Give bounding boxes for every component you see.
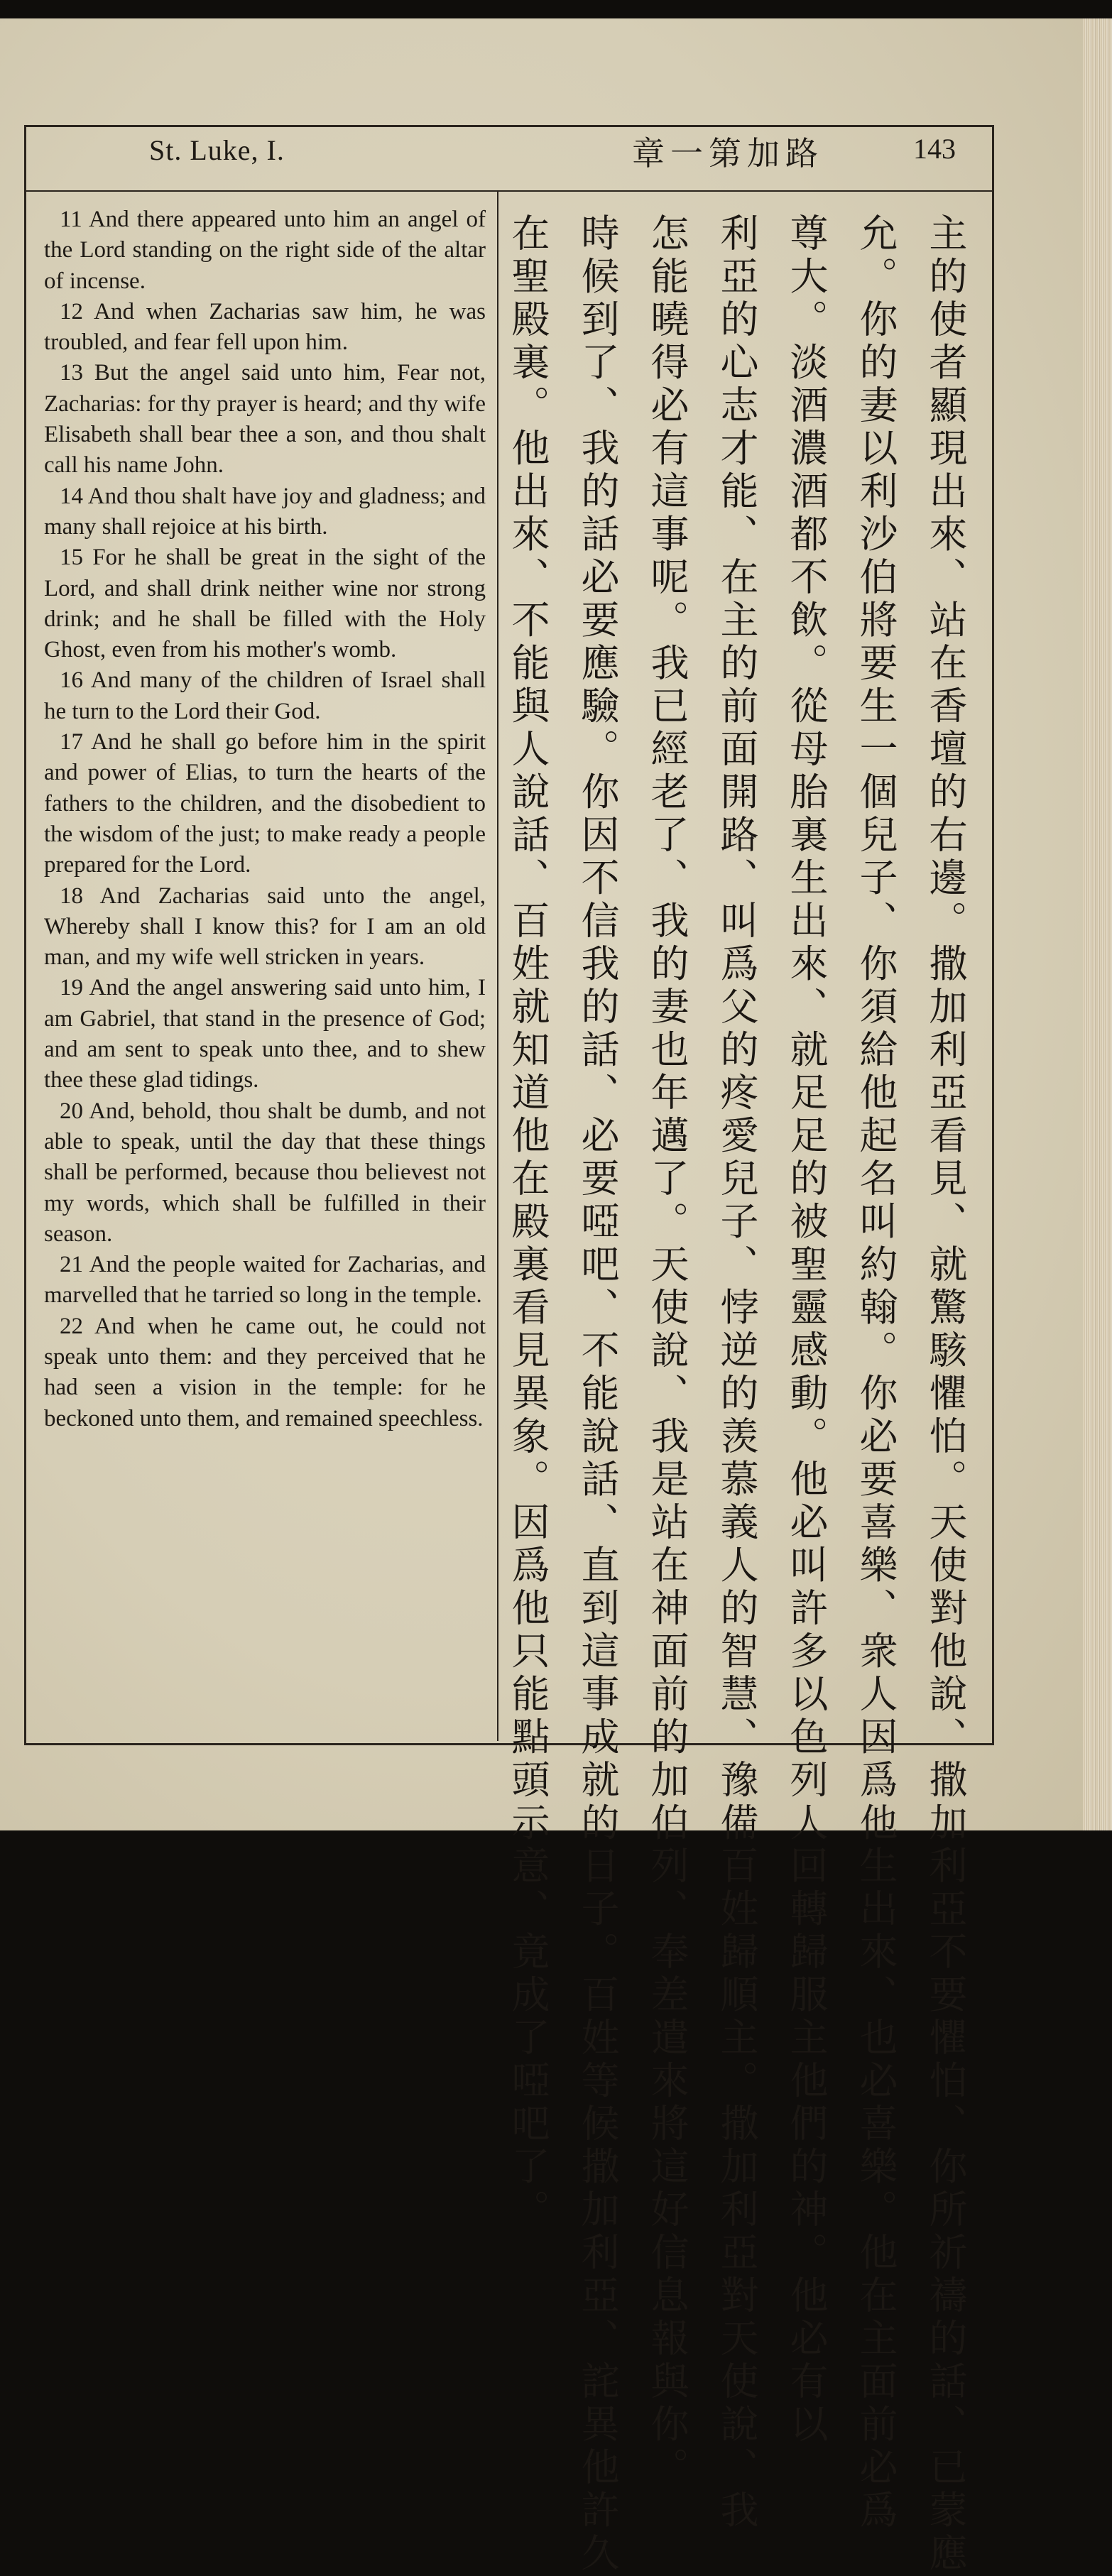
column-divider [497, 190, 498, 1741]
chinese-line-1: 主的使者顯現出來、站在香壇的右邊。撒加利亞看見、就驚駭懼怕。天使對他說、撒加利亞不要懼怕、你所祈禱的話、已蒙應 [923, 213, 968, 2576]
verse-12: 12 And when Zacharias saw him, he was troubled, and fear fell upon him. [44, 298, 486, 356]
chinese-line-6: 時候到了、我的話必要應驗。你因不信我的話、必要啞吧、不能說話、直到這事成就的日子。百姓等候撒加利亞、詫異他許久 [575, 213, 620, 2576]
page-edge [1083, 18, 1112, 1830]
chinese-line-5: 怎能曉得必有這事呢。我已經老了、我的妻也年邁了。天使說、我是站在神面前的加伯列、奉差遣來將這好信息報與你。 [645, 213, 689, 2490]
chinese-line-7: 在聖殿裏。他出來、不能與人說話、百姓就知道他在殿裏看見異象。因爲他只能點頭示意、竟成了啞吧了。 [506, 213, 550, 2232]
page-number: 143 [913, 133, 956, 165]
english-column [44, 204, 486, 1434]
verse-11: 11 And there appeared unto him an angel of the Lord standing on the right side of the altar of incense. [44, 207, 486, 294]
verse-22: 22 And when he came out, he could not speak unto them: and they perceived that he had seen a vision in the temple: for he beckoned unto them, and remained speechless. [44, 1313, 486, 1431]
chinese-line-3: 尊大。淡酒濃酒都不飲。從母胎裏生出來、就足足的被聖靈感動。他必叫許多以色列人回轉歸服主他們的神。他必有以 [784, 213, 829, 2447]
verse-21: 21 And the people waited for Zacharias, and marvelled that he tarried so long in the temple. [44, 1252, 486, 1309]
running-head-english: St. Luke, I. [149, 134, 285, 166]
verse-16: 16 And many of the children of Israel shall he turn to the Lord their God. [44, 667, 486, 724]
chinese-line-4: 利亞的心志才能、在主的前面開路、叫爲父的疼愛兒子、悖逆的羡慕義人的智慧、豫備百姓歸順主。撒加利亞對天使說、我 [714, 213, 759, 2533]
verse-15: 15 For he shall be great in the sight of the Lord, and shall drink neither wine nor strong drink; and he shall be filled with the Holy Ghost, even from his mother's womb. [44, 545, 486, 663]
verse-13: 13 But the angel said unto him, Fear not, Zacharias: for thy prayer is heard; and thy wife Elisabeth shall bear thee a son, and thou shalt call his name John. [44, 360, 486, 479]
running-head-chinese: 章一第加路 [632, 134, 824, 173]
verse-17: 17 And he shall go before him in the spirit and power of Elias, to turn the hearts of the fathers to the children, and the disobedient to the wisdom of the just; to make ready a people prepared for the Lord. [44, 729, 486, 878]
verse-20: 20 And, behold, thou shalt be dumb, and not able to speak, until the day that these things shall be performed, because thou believest not my words, which shall be fulfilled in their season. [44, 1098, 486, 1247]
chinese-line-2: 允。你的妻以利沙伯將要生一個兒子、你須給他起名叫約翰。你必要喜樂、衆人因爲他生出來、也必喜樂。他在主面前必爲 [854, 213, 898, 2533]
header-rule [24, 190, 994, 192]
verse-19: 19 And the angel answering said unto him, I am Gabriel, that stand in the presence of God; and am sent to speak unto thee, and to shew thee these glad tidings. [44, 975, 486, 1093]
verse-18: 18 And Zacharias said unto the angel, Whereby shall I know this? for I am an old man, and my wife well stricken in years. [44, 883, 486, 971]
verse-14: 14 And thou shalt have joy and gladness; and many shall rejoice at his birth. [44, 483, 486, 540]
